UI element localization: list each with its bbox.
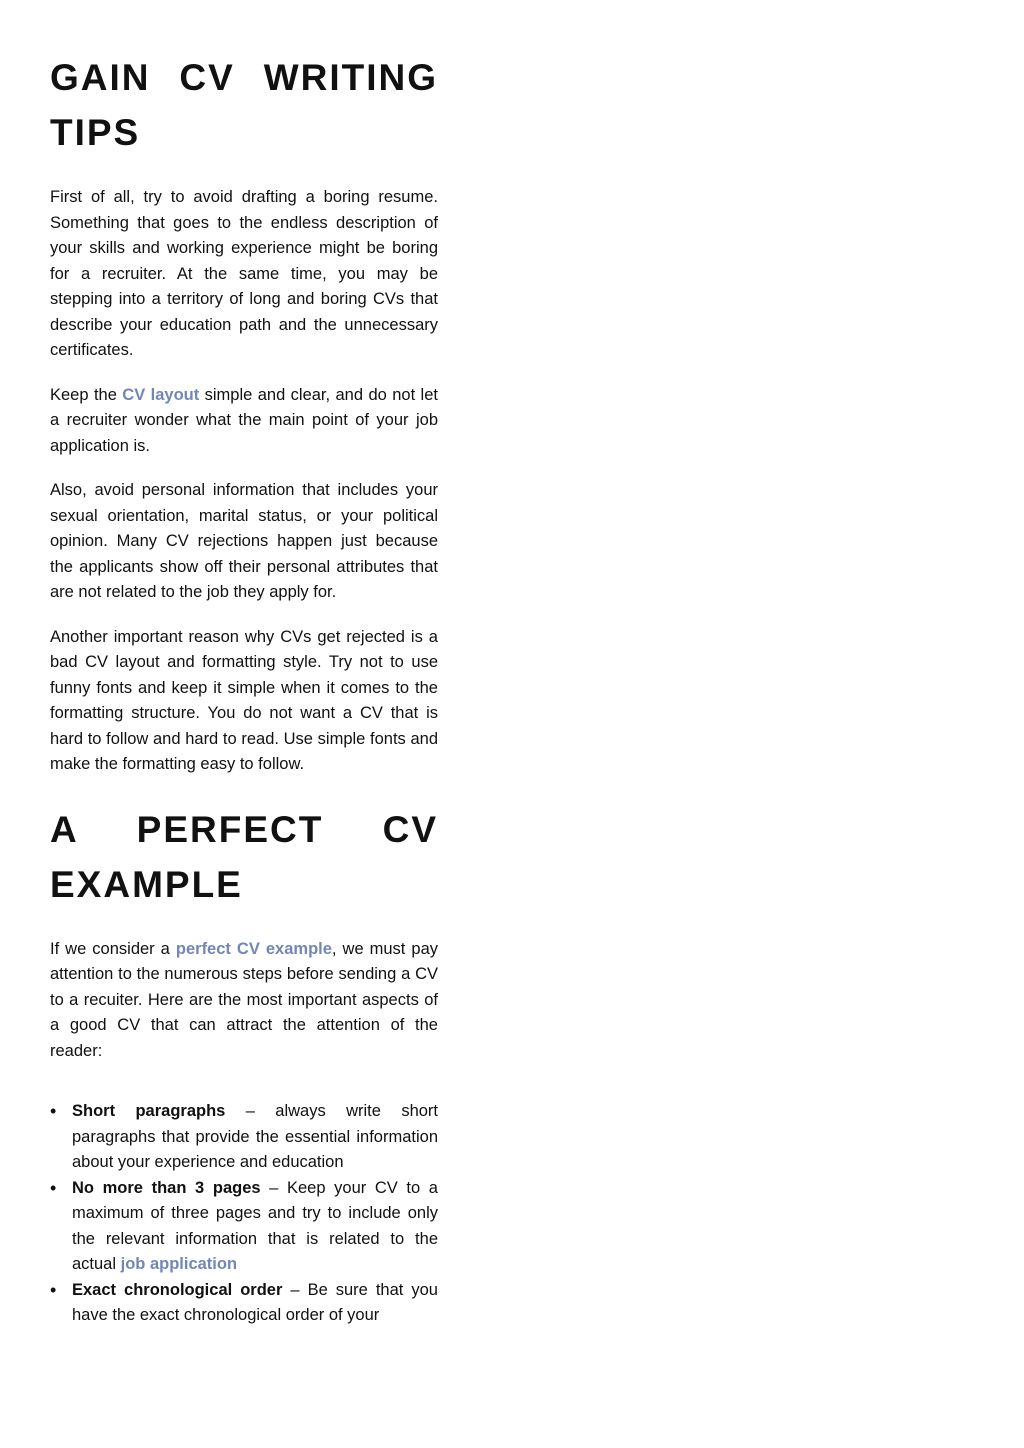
bullet-icon: • [50,1279,57,1300]
list-item [50,1278,438,1329]
bullet-icon: • [50,1177,57,1198]
tips-list [50,1099,438,1329]
paragraph-personal-info: Also, avoid personal information that includes your sexual orientation, marital status, or your political opinion. Many CV rejections happen just because the applicants show off their personal attributes that are not related to the job they apply for. [50,481,438,601]
list-item-text: – Keep your CV to a maximum of three pages and try to include only the relevant information that is related to the actual [72,1178,438,1273]
bullet-icon: • [50,1101,57,1121]
list-item-title: Exact chronological order [72,1280,283,1299]
paragraph-cv-layout [50,383,438,460]
article-column [50,50,438,1329]
text-segment: If we consider a [50,939,176,958]
list-item-title: Short paragraphs [72,1102,226,1120]
job-application-link[interactable]: job application [120,1255,238,1273]
list-item-text: – always write short paragraphs that provide the essential information about your experience and education [72,1102,438,1171]
section-heading-cv-writing-tips: GAIN CV WRITING TIPS [50,57,438,153]
section-heading-perfect-cv-example: A PERFECT CV EXAMPLE [50,808,438,905]
paragraph-intro [50,937,438,1065]
paragraph-boring-resume: First of all, try to avoid drafting a boring resume. Something that goes to the endless description of your skills and working experience might be boring for a recruiter. At the same time, you may be stepping into a territory of long and boring CVs that describe your education path and the unnecessary certificates. [50,188,438,359]
list-item-title: No more than 3 pages [72,1178,261,1197]
list-item [50,1099,438,1176]
list-item [50,1176,438,1278]
text-segment: , we must pay attention to the numerous steps before sending a CV to a recuiter. Here are the most important aspects of a good CV that can attract the attention of the reader: [50,939,439,1060]
text-segment: Keep the [50,385,123,404]
perfect-cv-example-link[interactable]: perfect CV example [175,939,332,958]
paragraph-formatting: Another important reason why CVs get rejected is a bad CV layout and formatting style. Try not to use funny fonts and keep it simple when it comes to the formatting structure. You do not want a CV that is hard to follow and hard to read. Use simple fonts and make the formatting easy to follow. [50,627,438,773]
cv-layout-link[interactable]: CV layout [122,385,200,404]
text-segment: simple and clear, and do not let a recruiter wonder what the main point of your job application is. [50,385,438,455]
list-item-text: – Be sure that you have the exact chronological order of your [72,1280,438,1324]
